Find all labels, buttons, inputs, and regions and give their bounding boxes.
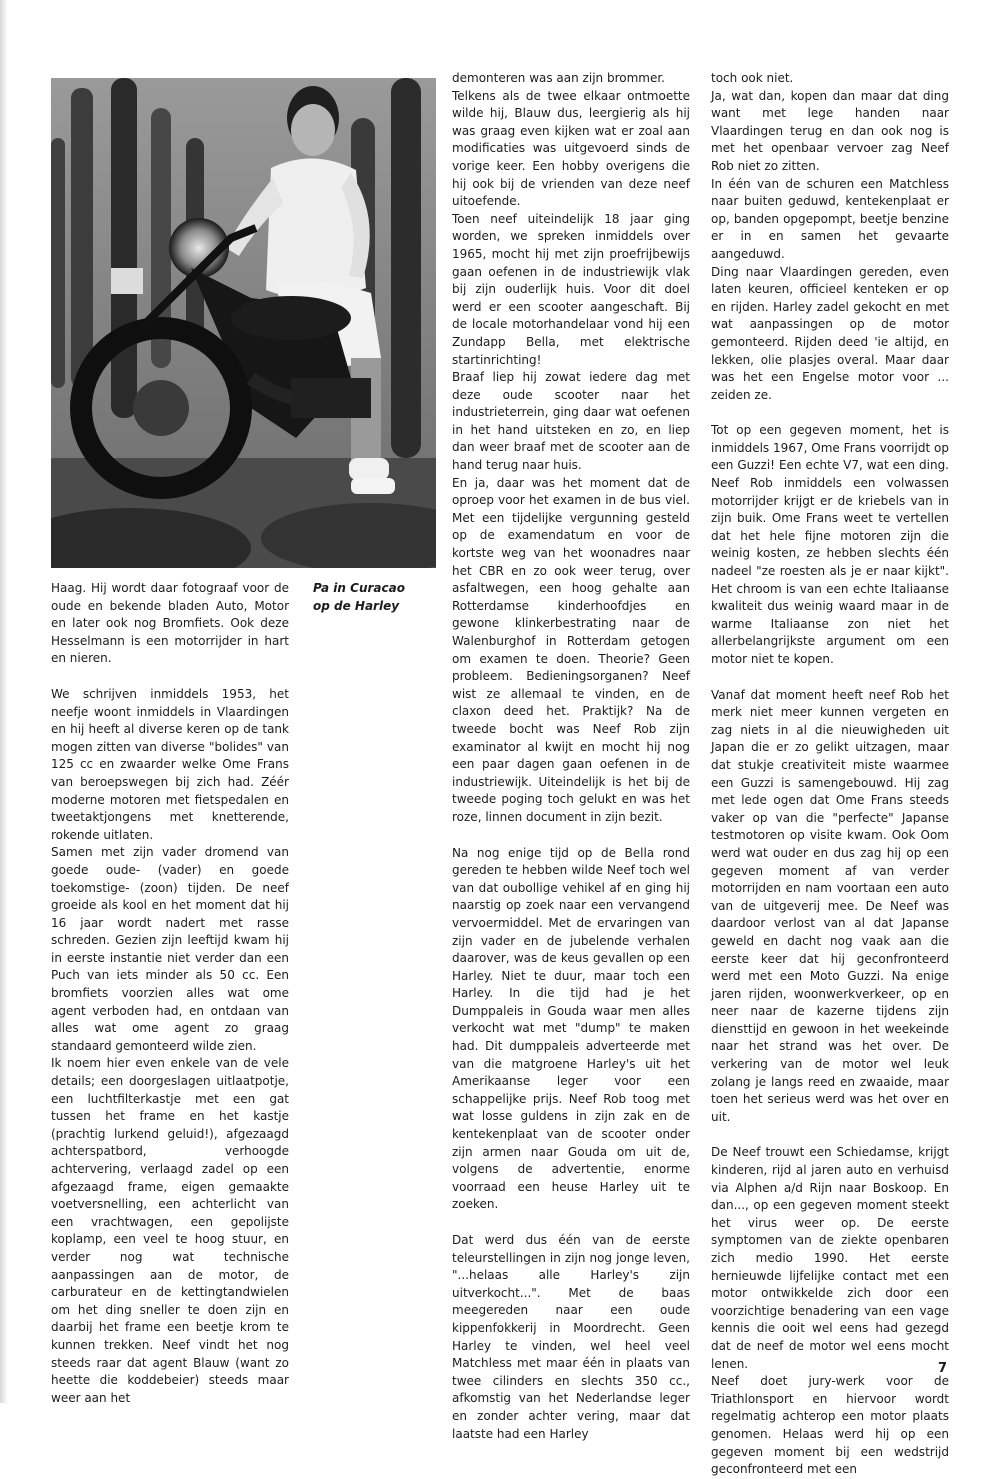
paragraph: Ja, wat dan, kopen dan maar dat ding want met lege handen naar Vlaardingen terug en dan ook nog is met het openbaar vervoer zag Neef Rob niet zo zitten. [711,88,949,173]
page-number: 7 [938,1361,948,1376]
photo-man-on-motorcycle-icon [51,78,436,568]
column-1 [51,580,289,1407]
column-2 [452,70,690,1443]
paragraph: Ik noem hier even enkele van de vele details; een doorgeslagen uitlaatpotje, een luchtfilterkastje met een gat tussen het frame en het kastje (prachtig lurkend geluid!), afgezaagd achterspatbord, verhoogde achtervering, verlaagd zadel op een afgezaagd frame, eigen gemaakte voetversnelling, een achterlicht van een vrachtwagen, een gepolijste koplamp, een veel te hoog stuur, en verder nog wat technische aanpassingen aan de motor, de carburateur en de kettingtandwielen om het ding sneller te doen zijn en daarbij het frame een beetje krom te kunnen trekken. Neef vindt het nog steeds raar dat agent Blauw (want zo heette die koddebeier) steeds maar weer aan het [51,1056,289,1405]
paragraph: demonteren was aan zijn brommer. [452,71,665,85]
paragraph: Dat werd dus één van de eerste teleurstellingen in zijn nog jonge leven, "...helaas alle Harley's zijn uitverkocht...". Met de baas meegereden naar een oude kippenfokkerij in Moordrecht. Geen Harley te vinden, wel heel veel Matchless met maar één in plaats van twee cilinders en slechts 350 cc., afkomstig van het Nederlandse leger en zonder achter vering, maar dat laatste had een Harley [452,1233,690,1441]
paragraph: We schrijven inmiddels 1953, het neefje woont inmiddels in Vlaardingen en hij heeft al diverse keren op de tank mogen zitten van diverse "bolides" van 125 cc en zwaarder welke Ome Frans van beroepswegen bij zich had. Zéér moderne motoren met fietspedalen en tweetaktjongens met knetterende, rokende uitlaten. [51,686,289,842]
paragraph: Na nog enige tijd op de Bella rond gereden te hebben wilde Neef toch wel van dat oubollige vehikel af en ging hij naarstig op zoek naar een vervangend vervoermiddel. Met de ervaringen van zijn vader en de jubelende verhalen daarover, was de keus gevallen op een Harley. Niet te duur, maar toch een Harley. In die tijd had je het Dumppaleis in Gouda waar men alles verkocht wat met "dump" te maken had. Dit dumppaleis adverteerde met van die matgroene Harley's uit het Amerikaanse leger voor een schappelijke prijs. Neef Rob toog met wat losse guldens in zijn zak en de kentekenplaat van de scooter onder zijn armen naar Gouda om uit de, volgens de advertentie, enorme voorraad een heuse Harley uit te zoeken. [452,845,690,1212]
paragraph: Vanaf dat moment heeft neef Rob het merk niet meer kunnen vergeten en zag niets in al die nieuwigheden uit Japan die er zo gelikt uitzagen, maar dat stukje creativiteit miste waarmee een Guzzi is samengebouwd. Hij zag met lede ogen dat Ome Frans steeds vaker op van die "perfecte" Japanse testmotoren op visite kwam. Ook Oom werd wat ouder en dus zag hij op een gegeven moment af van verder motorrijden en nam voortaan een auto van de uitgeverij mee. De Neef was daardoor verlost van al dat Japanse geweld en dacht nog vaak aan die eerste keer dat hij geconfronteerd werd met een Moto Guzzi. Na enige jaren rijden, woonwerkverkeer, op en neer naar de kazerne tijdens zijn diensttijd en gewoon in het weekeinde naar het strand was het over. De verkering van de motor wel leuk zolang je langs reed en zwaaide, maar toen het serieus werd was het over en uit. [711,687,949,1124]
paragraph: De Neef trouwt een Schiedamse, krijgt kinderen, rijd al jaren auto en verhuisd via Alphen a/d Rijn naar Boskoop. En dan..., op een gegeven moment steekt het virus weer op. De eerste symptomen van de ziekte openbaren zich medio 1990. Het eerste hernieuwde lijfelijke contact met een motor ontwikkelde zich door een voorzichtige benadering van een vage kennis die ooit wel eens had gezegd dat de neef de motor wel eens mocht lenen. [711,1145,949,1371]
paragraph: En ja, daar was het moment dat de oproep voor het examen in de bus viel. Met een tijdelijke vergunning gesteld op de examendatum en voor de kortste weg van het woonadres naar het CBR en zo ook weer terug, over asfaltwegen, een hoog gehalte aan Rotterdamse kinderhoofdjes en gewone klinkerbestrating naar de Walenburghof in Rotterdam getogen om examen te doen. Theorie? Geen probleem. Bedieningsorganen? Neef wist ze allemaal te vinden, en de claxon deed het. Praktijk? Na de tweede bocht was Neef Rob zijn examinator al kwijt en mocht hij nog een paar dagen gaan oefenen in de industriewijk. Uiteindelijk is het bij de tweede poging toch gelukt en was het roze, linnen document in zijn bezit. [452,475,690,824]
motorcycle-photo [51,78,436,568]
paragraph: Neef doet jury-werk voor de Triathlonsport en hiervoor wordt regelmatig achterop een motor plaats genomen. Helaas werd hij op een gegeven moment bij een wedstrijd geconfronteerd met een [711,1374,949,1477]
paragraph: Ding naar Vlaardingen gereden, even laten keuren, officieel kenteken er op en rijden. Harley zadel gekocht en met wat aanpassingen op de motor gemonteerd. Rijden deed 'ie altijd, en lekken, olie plasjes overal. Maar daar was het een Engelse motor voor ... zeiden ze. [711,264,949,402]
photo-caption [313,580,423,615]
caption-line-2: op de Harley [313,598,400,613]
paragraph: In één van de schuren een Matchless naar buiten geduwd, kentekenplaat er op, banden opgepompt, beetje benzine er in en samen het gevaarte aangeduwd. [711,176,949,261]
caption-line-1: Pa in Curacao [313,581,405,595]
paragraph: Telkens als de twee elkaar ontmoette wilde hij, Blauw dus, leergierig als hij was graag even kijken wat er zoal aan modificaties was uitgevoerd sinds de vorige keer. Een hobby overigens die hij ook bij de vrienden van deze neef uitoefende. [452,88,690,209]
paragraph: Samen met zijn vader dromend van goede oude- (vader) en goede toekomstige- (zoon) tijden. De neef groeide als kool en het moment dat hij 16 jaar wordt nadert met rasse schreden. Gezien zijn leeftijd kwam hij in eerste instantie niet verder dan een Puch van iets minder als 50 cc. Een bromfiets voorzien alles wat ome agent verboden had, en ontdaan van alles wat ome agent zo graag standaard gemonteerd wilde zien. [51,845,289,1053]
paragraph: Toen neef uiteindelijk 18 jaar ging worden, we spreken inmiddels over 1965, mocht hij met zijn proefrijbewijs gaan oefenen in de industriewijk vlak bij zijn ouderlijk huis. Voor dit doel werd er een scooter aangeschaft. Bij de locale motorhandelaar vond hij een Zundapp Bella, met elektrische startinrichting! [452,211,690,367]
paragraph: Haag. Hij wordt daar fotograaf voor de oude en bekende bladen Auto, Motor en later ook nog Bromfiets. Ook deze Hesselmann is een motorrijder in hart en nieren. [51,581,289,666]
paragraph: Tot op een gegeven moment, het is inmiddels 1967, Ome Frans voorrijdt op een Guzzi! Een echte V7, wat een ding. Neef Rob inmiddels een volwassen motorrijder krijgt er de kriebels van in zijn buik. Ome Frans weet te vertellen dat het hele fijne motoren zijn die weinig kosten, ze hebben slechts één nadeel "ze roesten als je er naar kijkt". Het chroom is van een echte Italiaanse kwaliteit dus weinig waard maar in de warme Italiaanse zon niet het allerbelangrijkste argument om een motor niet te kopen. [711,423,949,666]
paragraph: Braaf liep hij zowat iedere dag met deze oude scooter naar het industrieterrein, ging daar wat oefenen in het hand uitsteken en zo, en liep dan weer braaf met de scooter aan de hand terug naar huis. [452,370,690,473]
column-3 [711,70,949,1479]
page-edge [0,0,8,1403]
paragraph: toch ook niet. [711,71,794,85]
